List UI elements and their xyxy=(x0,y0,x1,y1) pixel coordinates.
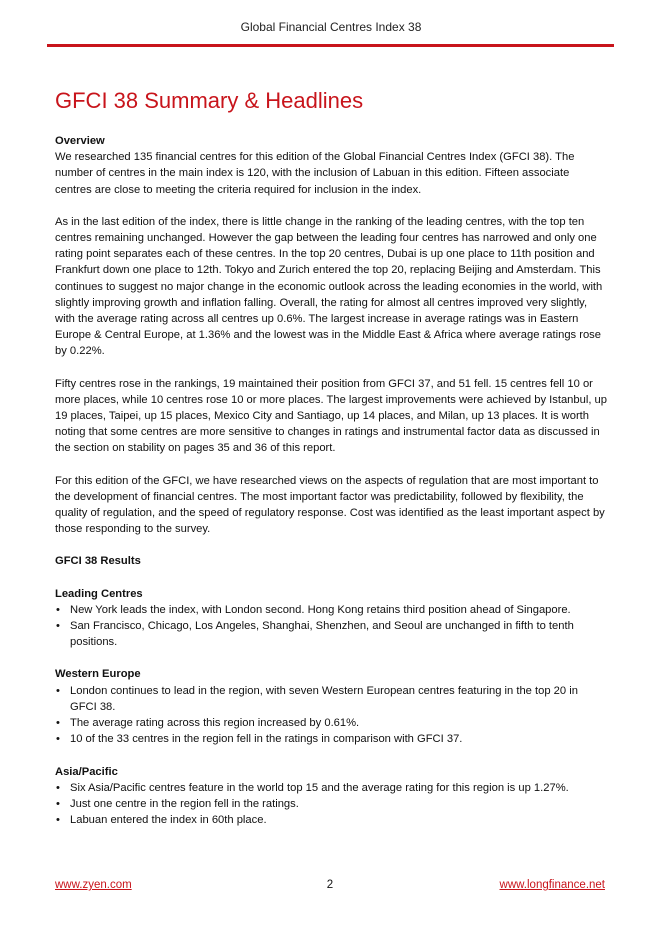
results-heading: GFCI 38 Results xyxy=(55,555,141,568)
western-europe-list xyxy=(55,683,607,748)
main-content xyxy=(55,133,607,828)
leading-centres-heading: Leading Centres xyxy=(55,587,143,600)
list-item: • London continues to lead in the region, with seven Western European centres featuring in the top 20 in GFCI 38. xyxy=(55,683,607,715)
list-item: • New York leads the index, with London second. Hong Kong retains third position ahead of Singapore. xyxy=(55,602,607,618)
header-title: Global Financial Centres Index 38 xyxy=(240,20,422,34)
overview-paragraph: We researched 135 financial centres for this edition of the Global Financial Centres Index (GFCI 38). The number of centres in the main index is 120, with the inclusion of Labuan in this edition. Fifteen associate centres are close to meeting the criteria required for inclusion in the index. xyxy=(55,151,575,196)
list-item: • Labuan entered the index in 60th place. xyxy=(55,812,607,828)
leading-centres-list xyxy=(55,602,607,651)
header-divider xyxy=(47,44,614,47)
overview-paragraph: As in the last edition of the index, there is little change in the ranking of the leading centres, with the top ten centres remaining unchanged. However the gap between the leading four centres has narrowed and only one rating point separates each of these centres. In the top 20 centres, Dubai is up one place to 11th position and Frankfurt down one place to 12th. Tokyo and Zurich entered the top 20, replacing Beijing and Amsterdam. This continues to suggest no major change in the economic outlook across the leading economies in the world, with slightly improving growth and inflation falling. Overall, the rating for almost all centres improved very slightly, with the average rating across all centres up 0.6%. The largest increase in average ratings was in Eastern Europe & Central Europe, at 1.36% and the lowest was in the Middle East & Africa where average ratings rose by 0.22%. xyxy=(55,215,603,358)
overview-heading: Overview xyxy=(55,135,105,147)
zyen-link[interactable]: www.zyen.com xyxy=(55,879,132,891)
asia-pacific-heading: Asia/Pacific xyxy=(55,765,118,778)
list-item: • The average rating across this region increased by 0.61%. xyxy=(55,715,607,731)
list-item: • 10 of the 33 centres in the region fell in the ratings in comparison with GFCI 37. xyxy=(55,731,607,747)
page-number: 2 xyxy=(326,879,334,891)
list-item: • Just one centre in the region fell in the ratings. xyxy=(55,796,607,812)
asia-pacific-list xyxy=(55,780,607,829)
overview-paragraph: Fifty centres rose in the rankings, 19 maintained their position from GFCI 37, and 51 fell. 15 centres fell 10 or more places, while 10 centres rose 10 or more places. The largest improvements were achieved by Istanbul, up 19 places, Taipei, up 15 places, Mexico City and Santiago, up 14 places, and Milan, up 13 places. It is worth noting that some centres are more sensitive to changes in ratings and instrumental factor data as discussed in the section on stability on pages 35 and 36 of this report. xyxy=(55,377,607,455)
page-title: GFCI 38 Summary & Headlines xyxy=(55,88,364,113)
overview-paragraph: For this edition of the GFCI, we have researched views on the aspects of regulation that are most important to the development of financial centres. The most important factor was predictability, followed by flexibility, the quality of regulation, and the speed of regulatory response. Cost was identified as the least important aspect by those responding to the survey. xyxy=(55,474,605,536)
list-item: • San Francisco, Chicago, Los Angeles, Shanghai, Shenzhen, and Seoul are unchanged in fifth to tenth positions. xyxy=(55,618,607,650)
longfinance-link[interactable]: www.longfinance.net xyxy=(499,879,605,891)
list-item: • Six Asia/Pacific centres feature in the world top 15 and the average rating for this region is up 1.27%. xyxy=(55,780,607,796)
western-europe-heading: Western Europe xyxy=(55,668,141,681)
